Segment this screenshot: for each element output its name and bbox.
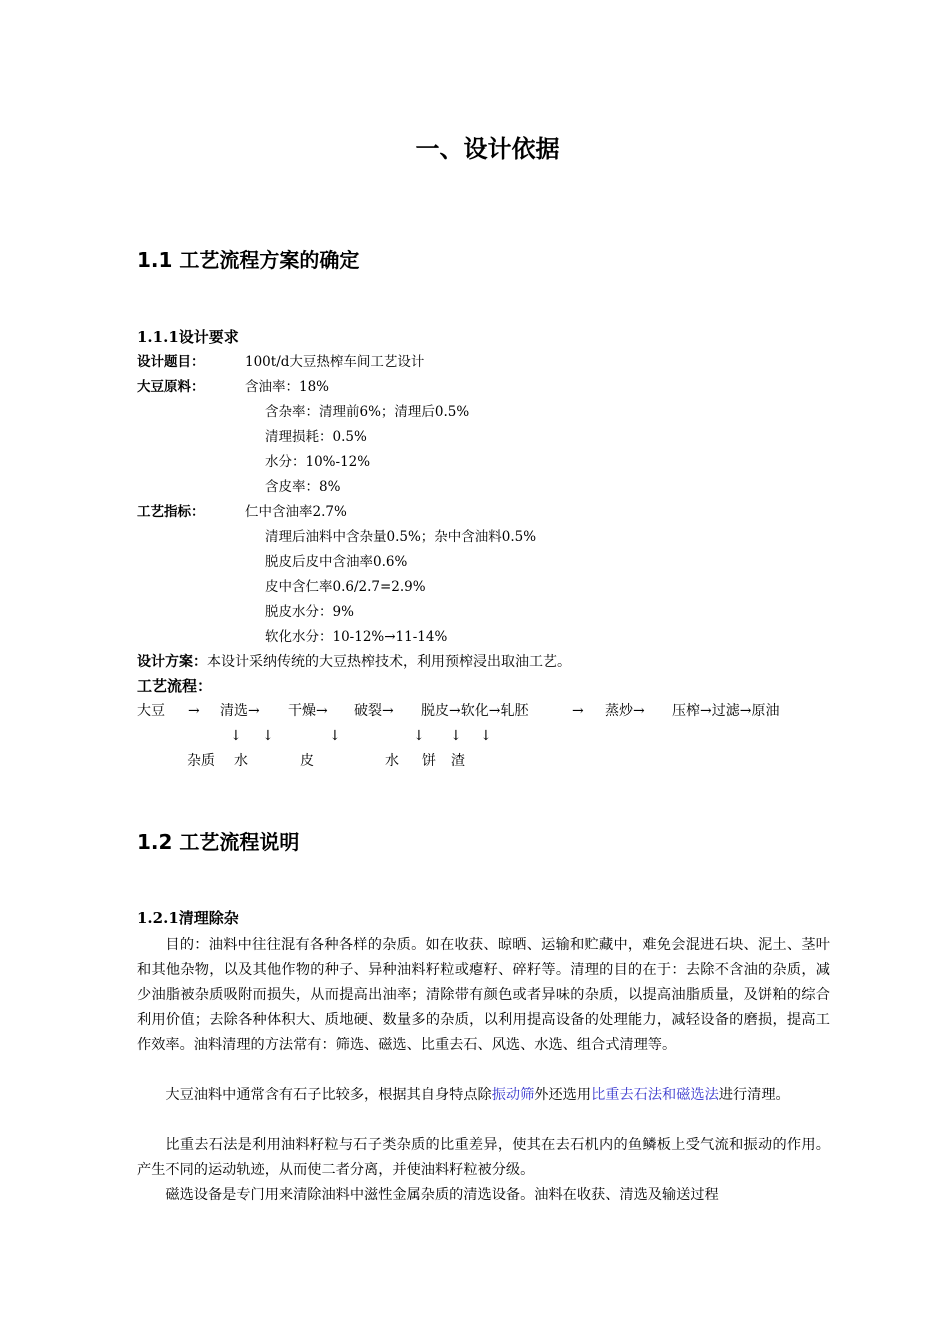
page-title: 一、设计依据 [415,135,560,163]
flow-arrow: → [188,703,200,719]
plan-label: 设计方案： [137,654,207,670]
proc-row [137,502,347,522]
down-arrow: ↓ [480,728,492,744]
subsection-heading-1-1-1: 1.1.1设计要求 [137,328,239,346]
paragraph-purpose: 目的：油料中往往混有各种各样的杂质。如在收获、晾晒、运输和贮藏中，难免会混进石块、泥土、茎叶和其他杂物，以及其他作物的种子、异种油料籽粒或瘪籽、碎籽等。清理的目的在于：去除不含油的杂质，减少油脂被杂质吸附而损失，从而提高出油率；清除带有颜色或者异味的杂质，以提高油脂质量，及饼粕的综合利用价值；去除各种体积大、质地硬、数量多的杂质，以利用提高设备的处理能力，减轻设备的磨损，提高工作效率。油料清理的方法常有：筛选、磁选、比重去石、风选、水选、组合式清理等。 [137,937,830,1053]
section-heading-1-1: 1.1 工艺流程方案的确定 [137,248,360,272]
raw-item: 水分：10%-12% [265,454,371,470]
proc-item: 仁中含油率2.7% [245,504,347,520]
raw-item: 含杂率：清理前6%；清理后0.5% [265,404,470,420]
byproduct: 皮 [300,753,314,769]
flow-step: 破裂→ [354,703,394,719]
paragraph-destoning: 比重去石法是利用油料籽粒与石子类杂质的比重差异，使其在去石机内的鱼鳞板上受气流和振动的作用。产生不同的运动轨迹，从而使二者分离，并使油料籽粒被分级。 [137,1137,830,1178]
byproduct: 水 [234,753,248,769]
byproduct: 水 [385,753,399,769]
proc-label: 工艺指标： [137,504,205,520]
paragraph-magnetic: 磁选设备是专门用来清除油料中滋性金属杂质的清选设备。油料在收获、清选及输送过程 [165,1187,719,1203]
section-heading-1-2: 1.2 工艺流程说明 [137,830,300,854]
proc-item: 皮中含仁率0.6/2.7=2.9% [265,579,426,595]
p2-text-b: 外还选用 [534,1087,592,1103]
flow-step: 脱皮→软化→轧胚 [421,703,529,719]
paragraph-soybean-cleaning [137,1083,830,1108]
flow-step: 压榨→过滤→原油 [672,703,780,719]
proc-item: 脱皮水分：9% [265,604,354,620]
destoning-magnetic-link[interactable]: 比重去石法和磁选法 [591,1087,719,1103]
byproduct: 杂质 [187,753,215,769]
down-arrow: ↓ [329,728,341,744]
raw-item: 清理损耗：0.5% [265,429,367,445]
p2-text-c: 进行清理。 [718,1087,790,1103]
proc-item: 清理后油料中含杂量0.5%；杂中含油料0.5% [265,529,537,545]
topic-label: 设计题目： [137,354,205,370]
flow-step: 清选→ [220,703,260,719]
flow-step: 大豆 [137,703,165,719]
byproduct: 渣 [451,753,465,769]
flow-step: 干燥→ [288,703,328,719]
raw-item: 含皮率：8% [265,479,341,495]
topic-row [137,352,425,372]
flow-label-row [137,676,212,696]
flow-step: 蒸炒→ [605,703,645,719]
flow-label: 工艺流程： [137,677,213,695]
down-arrow: ↓ [230,728,242,744]
proc-item: 脱皮后皮中含油率0.6% [265,554,408,570]
plan-value: 本设计采纳传统的大豆热榨技术，利用预榨浸出取油工艺。 [207,654,571,670]
topic-value: 100t/d大豆热榨车间工艺设计 [245,354,425,370]
raw-item: 含油率：18% [245,379,330,395]
flow-arrow: → [572,703,584,719]
vibrating-screen-link[interactable]: 振动筛 [491,1087,535,1103]
down-arrow: ↓ [262,728,274,744]
subsection-heading-1-2-1: 1.2.1清理除杂 [137,909,239,927]
raw-label: 大豆原料： [137,379,205,395]
down-arrow: ↓ [450,728,462,744]
down-arrow: ↓ [413,728,425,744]
plan-row [137,652,571,672]
proc-item: 软化水分：10-12%→11-14% [265,629,448,645]
p2-text-a: 大豆油料中通常含有石子比较多，根据其自身特点除 [165,1087,492,1103]
raw-row [137,377,330,397]
byproduct: 饼 [422,753,436,769]
